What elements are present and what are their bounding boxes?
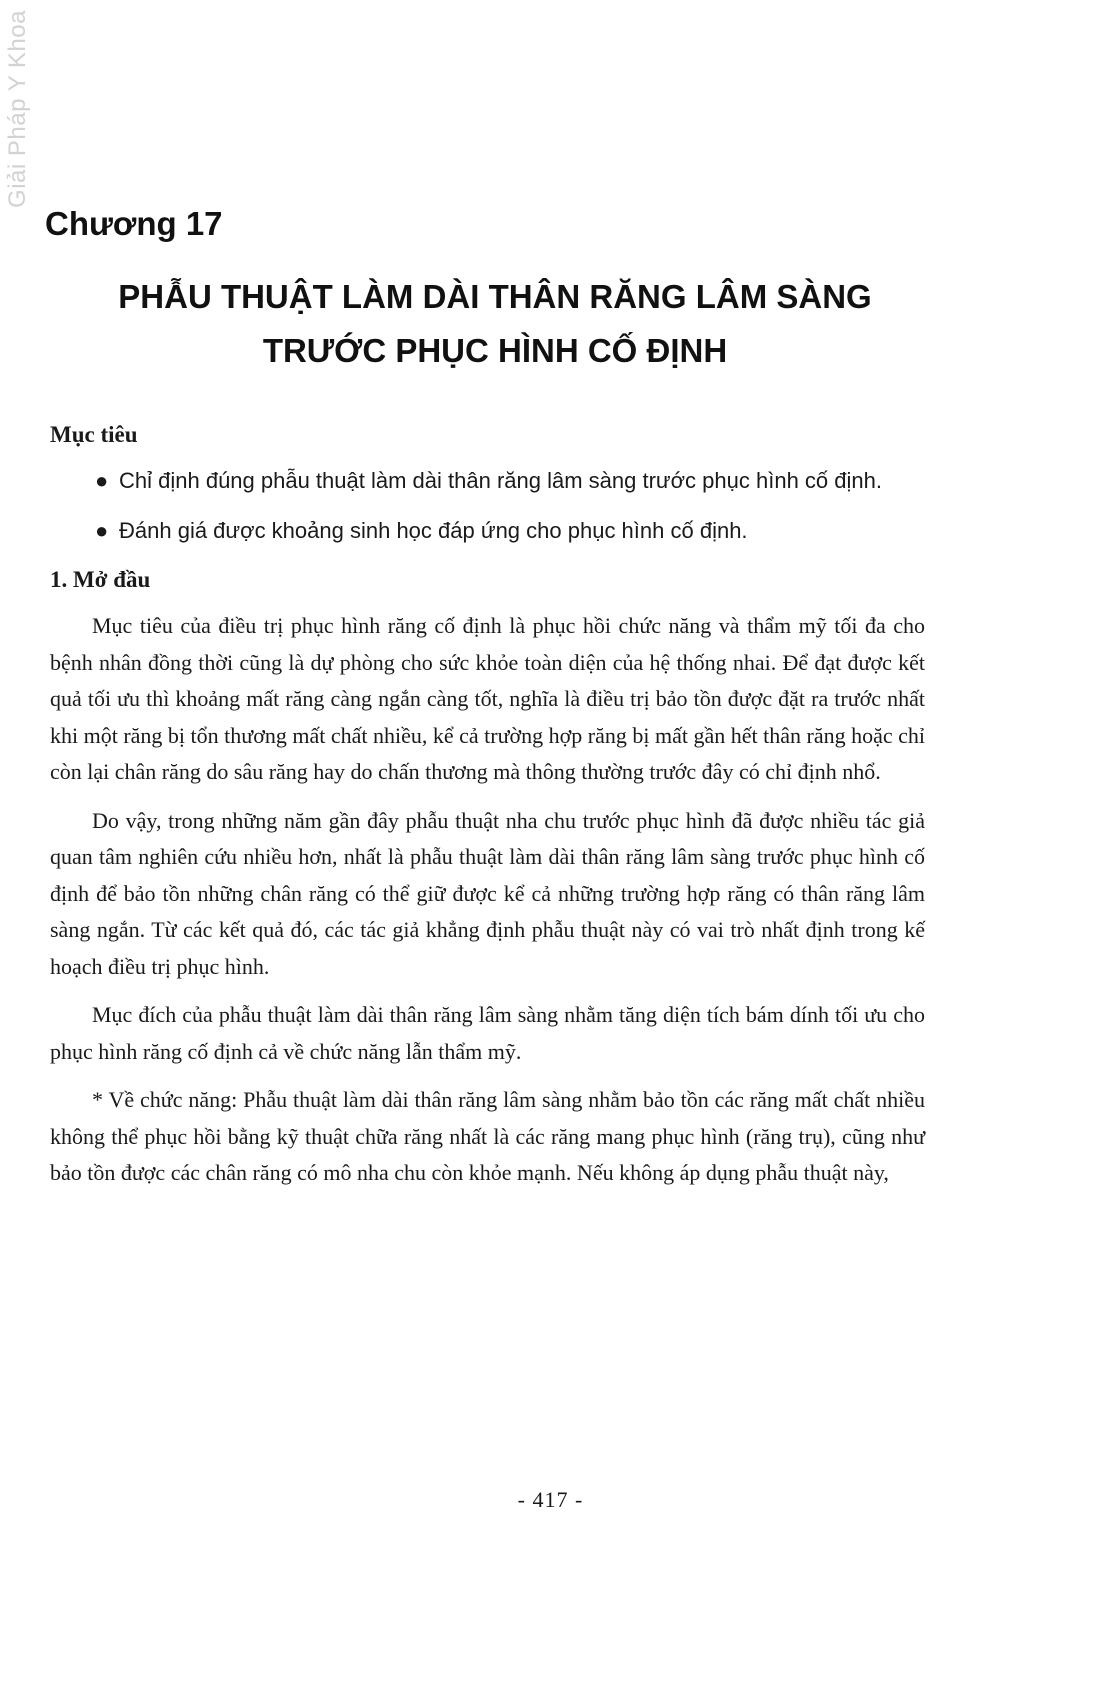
bullet-icon: ● [95,467,109,493]
watermark [4,10,31,225]
objective-text: Đánh giá được khoảng sinh học đáp ứng cho phục hình cố định. [119,517,748,543]
objective-text: Chỉ định đúng phẫu thuật làm dài thân răng lâm sàng trước phục hình cố định. [119,467,882,493]
page-content [50,417,925,1204]
bullet-icon: ● [95,517,109,543]
objective-item [50,512,925,550]
body-paragraph: Mục đích của phẫu thuật làm dài thân răng lâm sàng nhằm tăng diện tích bám dính tối ưu cho phục hình răng cố định cả về chức năng lẫn thẩm mỹ. [50,1002,925,1064]
section-heading: 1. Mở đầu [50,566,151,592]
watermark-text: Giải Pháp Y Khoa [4,10,31,208]
objectives-heading: Mục tiêu [50,422,138,447]
body-paragraph: Do vậy, trong những năm gần đây phẫu thuật nha chu trước phục hình đã được nhiều tác giả quan tâm nghiên cứu nhiều hơn, nhất là phẫu thuật làm dài thân răng lâm sàng trước phục hình cố định để bảo tồn những chân răng có thể giữ được kể cả những trường hợp răng có thân răng lâm sàng ngắn. Từ các kết quả đó, các tác giả khẳng định phẫu thuật này có vai trò nhất định trong kế hoạch điều trị phục hình. [50,807,925,979]
chapter-number: Chương 17 [45,205,223,242]
page-number: - 417 - [517,1487,584,1512]
body-paragraph: * Về chức năng: Phẫu thuật làm dài thân răng lâm sàng nhằm bảo tồn các răng mất chất nhiều không thể phục hồi bằng kỹ thuật chữa răng nhất là các răng mang phục hình (răng trụ), cũng như bảo tồn được các chân răng có mô nha chu còn khỏe mạnh. Nếu không áp dụng phẫu thuật này, [50,1087,925,1185]
chapter-title-line-2: TRƯỚC PHỤC HÌNH CỐ ĐỊNH [262,332,728,369]
objective-item [50,462,925,500]
body-paragraph: Mục tiêu của điều trị phục hình răng cố định là phục hồi chức năng và thẩm mỹ tối đa cho bệnh nhân đồng thời cũng là dự phòng cho sức khỏe toàn diện của hệ thống nhai. Để đạt được kết quả tối ưu thì khoảng mất răng càng ngắn càng tốt, nghĩa là điều trị bảo tồn được đặt ra trước nhất khi một răng bị tổn thương mất chất nhiều, kể cả trường hợp răng bị mất gần hết thân răng hoặc chỉ còn lại chân răng do sâu răng hay do chấn thương mà thông thường trước đây có chỉ định nhổ. [50,613,925,784]
chapter-title [30,270,960,378]
chapter-title-line-1: PHẪU THUẬT LÀM DÀI THÂN RĂNG LÂM SÀNG [118,278,872,315]
